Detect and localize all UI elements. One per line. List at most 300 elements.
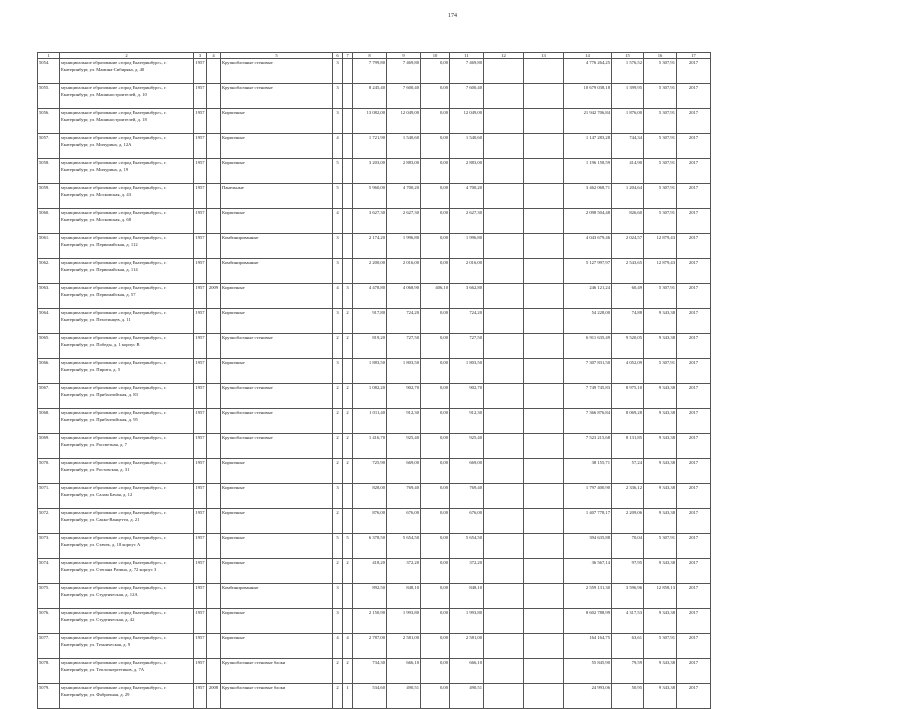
table-row bbox=[38, 684, 711, 709]
table-cell: муниципальное образование «город Екатеринбург», г. Екатеринбург, ул. Пехотинцев, д. 11 bbox=[60, 309, 194, 334]
table-cell: муниципальное образование «город Екатеринбург», г. Екатеринбург, ул. Прибалтийская, д. 95 bbox=[60, 409, 194, 434]
table-cell: 1 147 283,28 bbox=[564, 134, 612, 159]
table-cell: 5 307,91 bbox=[644, 359, 677, 384]
table-cell: муниципальное образование «город Екатеринбург», г. Екатеринбург, ул. Студенческая, д. 12А bbox=[60, 584, 194, 609]
table-cell: 63,61 bbox=[612, 634, 644, 659]
table-cell: 4 700,20 bbox=[450, 184, 484, 209]
table-cell: муниципальное образование «город Екатеринбург», г. Екатеринбург, ул. Мичурина, д. 19 bbox=[60, 159, 194, 184]
table-cell bbox=[484, 84, 524, 109]
table-cell: 55 845,90 bbox=[564, 659, 612, 684]
table-cell: 2017 bbox=[677, 209, 711, 234]
table-cell: Кирпичные bbox=[221, 459, 333, 484]
table-cell: 1957 bbox=[194, 234, 207, 259]
table-cell: 9 343,38 bbox=[644, 684, 677, 709]
table-cell: 0,00 bbox=[421, 109, 450, 134]
table-cell: 724,20 bbox=[387, 309, 421, 334]
table-cell: 6 378,50 bbox=[353, 534, 387, 559]
table-cell: 669,00 bbox=[450, 459, 484, 484]
table-cell: 9 343,38 bbox=[644, 309, 677, 334]
table-cell: 0,00 bbox=[421, 484, 450, 509]
table-row bbox=[38, 134, 711, 159]
table-cell bbox=[207, 259, 221, 284]
table-cell: 5059. bbox=[38, 184, 60, 209]
table-cell: 5 307,91 bbox=[644, 184, 677, 209]
table-cell bbox=[524, 384, 564, 409]
table-cell: муниципальное образование «город Екатеринбург», г. Екатеринбург, ул. Московская, д. 68 bbox=[60, 209, 194, 234]
table-cell bbox=[484, 209, 524, 234]
table-cell: 2 bbox=[343, 659, 353, 684]
table-cell: 12 049,00 bbox=[387, 109, 421, 134]
table-cell: 1957 bbox=[194, 84, 207, 109]
table-cell: 727,50 bbox=[387, 334, 421, 359]
table-cell: 5074. bbox=[38, 559, 60, 584]
column-number: 15 bbox=[612, 53, 644, 59]
table-cell: 7 366 876,84 bbox=[564, 409, 612, 434]
table-cell: 406,10 bbox=[421, 284, 450, 309]
table-cell: 2017 bbox=[677, 609, 711, 634]
column-number: 2 bbox=[60, 53, 194, 59]
table-cell bbox=[484, 609, 524, 634]
table-cell: 0,00 bbox=[421, 609, 450, 634]
table-cell: 828,00 bbox=[353, 484, 387, 509]
table-cell: Кирпичные bbox=[221, 209, 333, 234]
table-cell: Крупноблочные стеновые bbox=[221, 334, 333, 359]
table-cell: 1957 bbox=[194, 609, 207, 634]
table-cell: 1 540,60 bbox=[450, 134, 484, 159]
table-cell: 1 797 400,90 bbox=[564, 484, 612, 509]
table-cell: 3 203,00 bbox=[353, 159, 387, 184]
table-cell: 2 627,30 bbox=[387, 209, 421, 234]
table-cell: 0,00 bbox=[421, 459, 450, 484]
table-cell: 3 bbox=[333, 609, 343, 634]
table-cell: 2 bbox=[343, 459, 353, 484]
table-cell: 490,51 bbox=[450, 684, 484, 709]
table-row bbox=[38, 659, 711, 684]
table-cell bbox=[207, 484, 221, 509]
table-cell bbox=[343, 584, 353, 609]
table-cell: 2017 bbox=[677, 384, 711, 409]
table-cell: 79,59 bbox=[612, 659, 644, 684]
table-cell bbox=[484, 584, 524, 609]
table-cell: 21 942 706,84 bbox=[564, 109, 612, 134]
table-cell bbox=[343, 609, 353, 634]
table-cell bbox=[207, 509, 221, 534]
table-cell: 5055. bbox=[38, 84, 60, 109]
table-cell: 6 911 635,49 bbox=[564, 334, 612, 359]
table-cell: Кирпичные bbox=[221, 559, 333, 584]
table-cell bbox=[484, 134, 524, 159]
table-cell: 5057. bbox=[38, 134, 60, 159]
table-cell: 2017 bbox=[677, 334, 711, 359]
table-cell: 1957 bbox=[194, 159, 207, 184]
table-cell: 2017 bbox=[677, 634, 711, 659]
table-cell bbox=[524, 134, 564, 159]
table-cell: 1 803,50 bbox=[450, 359, 484, 384]
table-cell: 1957 bbox=[194, 684, 207, 709]
table-cell bbox=[524, 159, 564, 184]
table-cell: Кирпичные bbox=[221, 534, 333, 559]
table-cell: 3 596,96 bbox=[612, 584, 644, 609]
table-cell: Кирпичные bbox=[221, 359, 333, 384]
table-cell: 0,00 bbox=[421, 509, 450, 534]
table-cell bbox=[207, 134, 221, 159]
table-cell: 3 bbox=[343, 284, 353, 309]
table-cell: 2017 bbox=[677, 434, 711, 459]
table-cell: муниципальное образование «город Екатеринбург», г. Екатеринбург, ул. Мичурина, д. 12А bbox=[60, 134, 194, 159]
table-cell bbox=[207, 209, 221, 234]
table-cell: 3 bbox=[333, 109, 343, 134]
table-cell: 9 343,38 bbox=[644, 434, 677, 459]
table-cell bbox=[343, 59, 353, 84]
table-cell: 2017 bbox=[677, 409, 711, 434]
column-number: 8 bbox=[353, 53, 387, 59]
table-cell: 2 bbox=[343, 434, 353, 459]
table-cell: 0,00 bbox=[421, 309, 450, 334]
table-cell bbox=[484, 184, 524, 209]
table-cell: 9 343,38 bbox=[644, 384, 677, 409]
table-cell: 5 bbox=[333, 534, 343, 559]
table-cell: 2 016,00 bbox=[450, 259, 484, 284]
table-cell: 1957 bbox=[194, 634, 207, 659]
table-cell: 848,10 bbox=[387, 584, 421, 609]
table-cell: Крупноблочные стеновые блоки bbox=[221, 684, 333, 709]
table-row bbox=[38, 59, 711, 84]
table-cell: 1 407 778,17 bbox=[564, 509, 612, 534]
table-row bbox=[38, 609, 711, 634]
table-cell: 5056. bbox=[38, 109, 60, 134]
table-cell: муниципальное образование «город Екатеринбург», г. Екатеринбург, ул. Стачек, д. 18 корпус А bbox=[60, 534, 194, 559]
table-cell: 1957 bbox=[194, 384, 207, 409]
table-cell: 9 520,05 bbox=[612, 334, 644, 359]
table-cell: муниципальное образование «город Екатеринбург», г. Екатеринбург, ул. Машиностроителей, д. 18 bbox=[60, 109, 194, 134]
table-cell: муниципальное образование «город Екатеринбург», г. Екатеринбург, ул. Степана Разина, д. 72 корпус 3 bbox=[60, 559, 194, 584]
table-cell bbox=[207, 634, 221, 659]
table-cell: муниципальное образование «город Екатеринбург», г. Екатеринбург, ул. Пирита, д. 5 bbox=[60, 359, 194, 384]
table-cell: 724,20 bbox=[450, 309, 484, 334]
table-cell: 5 307,91 bbox=[644, 534, 677, 559]
table-cell: 734,30 bbox=[353, 659, 387, 684]
table-cell: 2 559 131,30 bbox=[564, 584, 612, 609]
table-cell: 1957 bbox=[194, 309, 207, 334]
table-cell: 1957 bbox=[194, 409, 207, 434]
table-cell: Кирпичные bbox=[221, 609, 333, 634]
table-cell: 1 416,70 bbox=[353, 434, 387, 459]
table-cell: 3 bbox=[333, 359, 343, 384]
table-cell: 8 975,10 bbox=[612, 384, 644, 409]
table-cell: 819,20 bbox=[353, 334, 387, 359]
table-cell: 2 bbox=[333, 559, 343, 584]
table-cell bbox=[524, 409, 564, 434]
table-cell: 60,49 bbox=[612, 284, 644, 309]
table-cell: 4 068,90 bbox=[387, 284, 421, 309]
table-cell: 2 bbox=[333, 409, 343, 434]
table-row bbox=[38, 584, 711, 609]
table-cell: 2017 bbox=[677, 559, 711, 584]
table-cell: 2 016,00 bbox=[387, 259, 421, 284]
table-cell: 1 993,80 bbox=[450, 609, 484, 634]
table-cell bbox=[524, 184, 564, 209]
table-cell: 0,00 bbox=[421, 259, 450, 284]
table-cell: 2017 bbox=[677, 84, 711, 109]
table-row bbox=[38, 234, 711, 259]
table-cell: 2017 bbox=[677, 534, 711, 559]
table-cell: 1957 bbox=[194, 484, 207, 509]
table-cell bbox=[524, 309, 564, 334]
table-cell: 414,90 bbox=[612, 159, 644, 184]
column-number: 13 bbox=[524, 53, 564, 59]
table-cell: 5 307,91 bbox=[644, 59, 677, 84]
table-cell: 2017 bbox=[677, 284, 711, 309]
table-cell: 8 602 788,99 bbox=[564, 609, 612, 634]
table-cell: 12 879,43 bbox=[644, 234, 677, 259]
table-cell: 4 317,53 bbox=[612, 609, 644, 634]
column-number: 6 bbox=[333, 53, 343, 59]
table-cell: 666,10 bbox=[387, 659, 421, 684]
table-cell: 769,40 bbox=[450, 484, 484, 509]
table-cell: 902,70 bbox=[450, 384, 484, 409]
table-cell: 2 bbox=[333, 434, 343, 459]
table-cell: 0,00 bbox=[421, 409, 450, 434]
table-cell bbox=[484, 659, 524, 684]
table-cell: 0,00 bbox=[421, 634, 450, 659]
table-cell: 8 131,85 bbox=[612, 434, 644, 459]
table-cell: 9 343,38 bbox=[644, 409, 677, 434]
table-cell: 1957 bbox=[194, 209, 207, 234]
table-cell: 3 bbox=[333, 309, 343, 334]
table-cell: Кирпичные bbox=[221, 134, 333, 159]
table-cell: 2 581,00 bbox=[450, 634, 484, 659]
table-cell: 1957 bbox=[194, 659, 207, 684]
table-cell: Крупноблочные стеновые bbox=[221, 434, 333, 459]
table-cell bbox=[484, 284, 524, 309]
table-cell: 5073. bbox=[38, 534, 60, 559]
table-body bbox=[38, 59, 711, 709]
table-row bbox=[38, 409, 711, 434]
table-row bbox=[38, 109, 711, 134]
table-cell bbox=[524, 209, 564, 234]
table-cell: 2017 bbox=[677, 584, 711, 609]
table-cell: 2 bbox=[333, 459, 343, 484]
table-cell: Крупноблочные стеновые bbox=[221, 384, 333, 409]
table-cell: Кирпичные bbox=[221, 634, 333, 659]
table-row bbox=[38, 284, 711, 309]
table-cell: 5076. bbox=[38, 609, 60, 634]
table-cell bbox=[484, 634, 524, 659]
table-cell: муниципальное образование «город Екатеринбург», г. Екатеринбург, ул. Теплоэнергетиков, д. 7А bbox=[60, 659, 194, 684]
table-cell bbox=[524, 334, 564, 359]
table-cell: 917,80 bbox=[353, 309, 387, 334]
table-cell: 5 654,50 bbox=[387, 534, 421, 559]
table-cell bbox=[484, 159, 524, 184]
table-cell: Комбинированные bbox=[221, 584, 333, 609]
table-cell: 1 540,60 bbox=[387, 134, 421, 159]
table-cell: 5 307,91 bbox=[644, 159, 677, 184]
table-cell: 36 567,14 bbox=[564, 559, 612, 584]
table-cell: 0,00 bbox=[421, 59, 450, 84]
table-cell: 4 700,20 bbox=[387, 184, 421, 209]
table-cell: муниципальное образование «город Екатеринбург», г. Екатеринбург, ул. Фабричная, д. 29 bbox=[60, 684, 194, 709]
table-cell bbox=[524, 84, 564, 109]
table-row bbox=[38, 84, 711, 109]
table-cell bbox=[524, 434, 564, 459]
table-cell: 3 462 068,71 bbox=[564, 184, 612, 209]
table-cell bbox=[343, 509, 353, 534]
table-cell: 4 776 264,25 bbox=[564, 59, 612, 84]
table-cell: 2017 bbox=[677, 109, 711, 134]
table-cell: 5072. bbox=[38, 509, 60, 534]
table-cell: 0,00 bbox=[421, 209, 450, 234]
table-cell: 1 bbox=[343, 684, 353, 709]
table-cell: 5 307,91 bbox=[644, 84, 677, 109]
table-cell bbox=[207, 309, 221, 334]
table-cell: муниципальное образование «город Екатеринбург», г. Екатеринбург, ул. Студенческая, д. 42 bbox=[60, 609, 194, 634]
table-cell: 4 bbox=[333, 634, 343, 659]
table-cell: 1957 bbox=[194, 359, 207, 384]
table-cell: 2 bbox=[333, 509, 343, 534]
table-cell: 4 bbox=[333, 209, 343, 234]
table-cell: Кирпичные bbox=[221, 484, 333, 509]
table-cell: 3 627,30 bbox=[353, 209, 387, 234]
column-number: 11 bbox=[450, 53, 484, 59]
table-cell: 1957 bbox=[194, 434, 207, 459]
table-cell bbox=[207, 84, 221, 109]
table-cell bbox=[524, 284, 564, 309]
table-cell: 848,10 bbox=[450, 584, 484, 609]
table-cell: 2 200,00 bbox=[353, 259, 387, 284]
table-cell bbox=[484, 509, 524, 534]
table-cell bbox=[343, 259, 353, 284]
table-cell: 50,95 bbox=[612, 684, 644, 709]
table-cell: 9 343,38 bbox=[644, 559, 677, 584]
table-cell: 1957 bbox=[194, 259, 207, 284]
table-row bbox=[38, 634, 711, 659]
table-cell: 3 662,80 bbox=[450, 284, 484, 309]
table-cell: 372,20 bbox=[450, 559, 484, 584]
table-cell bbox=[343, 234, 353, 259]
table-row bbox=[38, 459, 711, 484]
table-cell: 2017 bbox=[677, 134, 711, 159]
table-cell: 1 399,95 bbox=[612, 84, 644, 109]
table-cell: 1957 bbox=[194, 334, 207, 359]
table-row bbox=[38, 259, 711, 284]
table-cell: 2017 bbox=[677, 659, 711, 684]
table-cell: 1 082,20 bbox=[353, 384, 387, 409]
table-cell: 1 996,80 bbox=[450, 234, 484, 259]
table-cell bbox=[343, 209, 353, 234]
table-cell bbox=[207, 409, 221, 434]
column-number: 12 bbox=[484, 53, 524, 59]
table-cell: 2 209,06 bbox=[612, 509, 644, 534]
table-cell bbox=[207, 184, 221, 209]
table-cell: 5 127 997,97 bbox=[564, 259, 612, 284]
table-cell: 5077. bbox=[38, 634, 60, 659]
table-row bbox=[38, 159, 711, 184]
table-cell: Кирпичные bbox=[221, 309, 333, 334]
table-cell: муниципальное образование «город Екатеринбург», г. Екатеринбург, ул. Ростовская, д. 31 bbox=[60, 459, 194, 484]
table-cell: 2 bbox=[343, 384, 353, 409]
column-number: 7 bbox=[343, 53, 353, 59]
table-cell: 0,00 bbox=[421, 334, 450, 359]
table-cell bbox=[524, 634, 564, 659]
table-cell: 1957 bbox=[194, 59, 207, 84]
table-cell bbox=[484, 359, 524, 384]
table-cell: 5 307,91 bbox=[644, 209, 677, 234]
table-cell: 1957 bbox=[194, 109, 207, 134]
table-cell: Кирпичные bbox=[221, 109, 333, 134]
table-cell: 2017 bbox=[677, 309, 711, 334]
registry-table bbox=[37, 52, 711, 709]
column-number: 9 bbox=[387, 53, 421, 59]
table-cell: 3 bbox=[333, 259, 343, 284]
column-number: 1 bbox=[38, 53, 60, 59]
table-cell: муниципальное образование «город Екатеринбург», г. Екатеринбург, ул. Рассветная, д. 7 bbox=[60, 434, 194, 459]
table-cell bbox=[207, 384, 221, 409]
table-cell: 2017 bbox=[677, 184, 711, 209]
table-cell: 0,00 bbox=[421, 434, 450, 459]
table-cell: 5060. bbox=[38, 209, 60, 234]
table-cell bbox=[343, 159, 353, 184]
table-cell: 7 523 215,68 bbox=[564, 434, 612, 459]
table-cell: 676,00 bbox=[450, 509, 484, 534]
table-cell: 3 bbox=[333, 584, 343, 609]
table-cell: 164 164,75 bbox=[564, 634, 612, 659]
table-cell: 394 635,88 bbox=[564, 534, 612, 559]
column-number: 16 bbox=[644, 53, 677, 59]
table-cell: Крупноблочные стеновые bbox=[221, 84, 333, 109]
table-cell: 1 876,00 bbox=[612, 109, 644, 134]
table-cell: 12 858,13 bbox=[644, 584, 677, 609]
table-cell: 744,34 bbox=[612, 134, 644, 159]
table-cell: 5070. bbox=[38, 459, 60, 484]
table-cell bbox=[524, 509, 564, 534]
table-cell: 2017 bbox=[677, 59, 711, 84]
table-cell: муниципальное образование «город Екатеринбург», г. Екатеринбург, ул. Первомайская, д. 57 bbox=[60, 284, 194, 309]
table-cell: 2017 bbox=[677, 159, 711, 184]
table-cell: муниципальное образование «город Екатеринбург», г. Екатеринбург, ул. Московская, д. 43 bbox=[60, 184, 194, 209]
table-cell: 2017 bbox=[677, 234, 711, 259]
table-cell: 74,88 bbox=[612, 309, 644, 334]
table-cell: 0,00 bbox=[421, 384, 450, 409]
table-cell: 4 043 679,46 bbox=[564, 234, 612, 259]
table-cell bbox=[343, 109, 353, 134]
table-cell: 0,00 bbox=[421, 84, 450, 109]
table-cell: 8 245,40 bbox=[353, 84, 387, 109]
table-cell: 2 581,00 bbox=[387, 634, 421, 659]
table-cell: 7 307 831,50 bbox=[564, 359, 612, 384]
table-cell: 892,50 bbox=[353, 584, 387, 609]
table-cell: муниципальное образование «город Екатеринбург», г. Екатеринбург, ул. Салам Бачая, д. 12 bbox=[60, 484, 194, 509]
table-cell: 4 bbox=[333, 134, 343, 159]
table-cell: 3 bbox=[333, 84, 343, 109]
table-cell: 1957 bbox=[194, 534, 207, 559]
table-cell: 7 600,40 bbox=[387, 84, 421, 109]
table-row bbox=[38, 309, 711, 334]
table-cell: 727,50 bbox=[450, 334, 484, 359]
table-cell bbox=[484, 259, 524, 284]
table-cell: 669,00 bbox=[387, 459, 421, 484]
table-cell: муниципальное образование «город Екатеринбург», г. Екатеринбург, ул. Сакко-Ванцетти, д. 21 bbox=[60, 509, 194, 534]
table-cell bbox=[343, 134, 353, 159]
table-cell: 2 024,57 bbox=[612, 234, 644, 259]
table-cell: 1 996,80 bbox=[387, 234, 421, 259]
table-cell bbox=[484, 384, 524, 409]
table-cell bbox=[524, 559, 564, 584]
table-cell: 490,51 bbox=[387, 684, 421, 709]
table-cell: 1 803,50 bbox=[387, 359, 421, 384]
table-cell: 5 bbox=[333, 184, 343, 209]
table-cell: 2 174,20 bbox=[353, 234, 387, 259]
table-cell: 5075. bbox=[38, 584, 60, 609]
